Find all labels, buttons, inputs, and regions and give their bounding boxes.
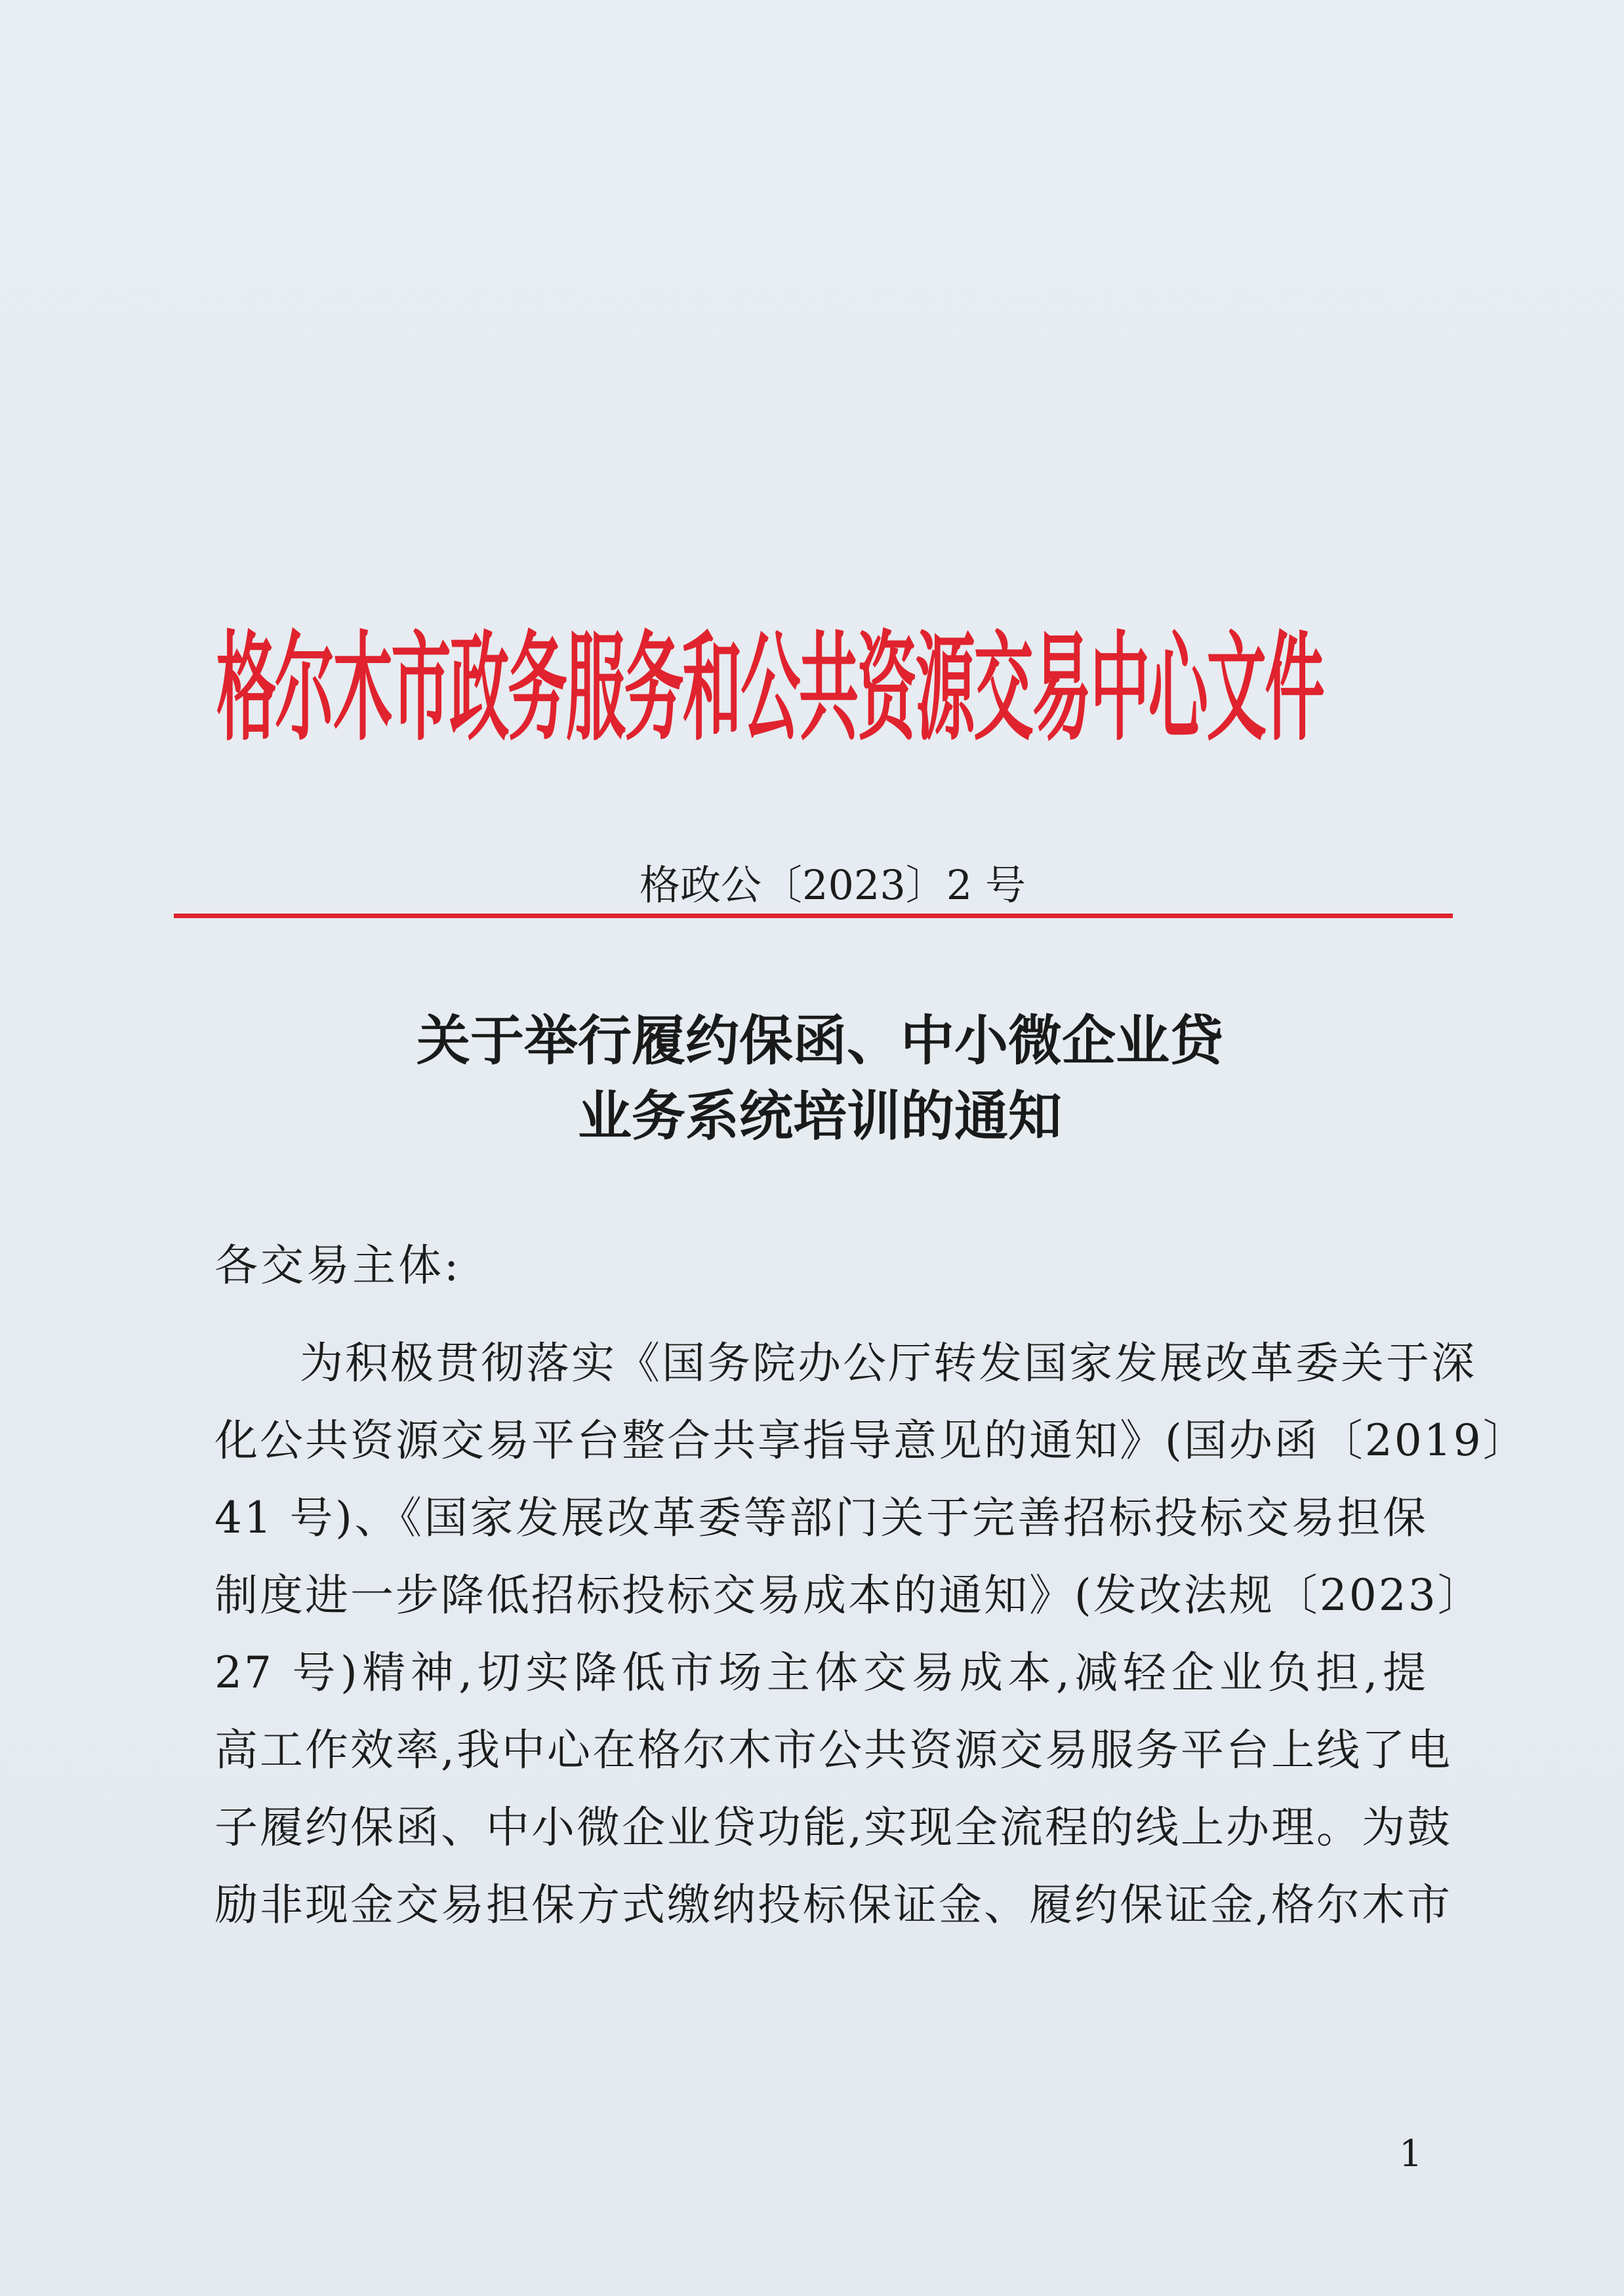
body-line: 制度进一步降低招标投标交易成本的通知》(发改法规〔2023〕: [214, 1570, 1483, 1621]
notice-title-line-2: 业务系统培训的通知: [577, 1085, 1062, 1148]
salutation: 各交易主体:: [214, 1240, 462, 1291]
body-line: 子履约保函、中小微企业贷功能,实现全流程的线上办理。为鼓: [214, 1802, 1452, 1853]
issuing-authority-header: 格尔木市政务服务和公共资源交易中心文件: [216, 619, 1324, 757]
body-line: 27 号)精神,切实降低市场主体交易成本,减轻企业负担,提: [214, 1647, 1428, 1698]
notice-title: [328, 1003, 1312, 1154]
red-divider-line: [174, 914, 1453, 918]
body-line: 高工作效率,我中心在格尔木市公共资源交易服务平台上线了电: [214, 1725, 1452, 1775]
body-line: 41 号)、《国家发展改革委等部门关于完善招标投标交易担保: [214, 1493, 1428, 1543]
body-line: 励非现金交易担保方式缴纳投标保证金、履约保证金,格尔木市: [214, 1880, 1452, 1930]
notice-title-line-1: 关于举行履约保函、中小微企业贷: [416, 1009, 1223, 1072]
body-paragraph: [214, 1325, 1528, 1944]
document-number: 格政公〔2023〕2 号: [639, 861, 1026, 909]
body-line: 为积极贯彻落实《国务院办公厅转发国家发展改革委关于深: [300, 1338, 1476, 1388]
page-number: 1: [1399, 2133, 1423, 2175]
body-line: 化公共资源交易平台整合共享指导意见的通知》(国办函〔2019〕: [214, 1415, 1528, 1466]
